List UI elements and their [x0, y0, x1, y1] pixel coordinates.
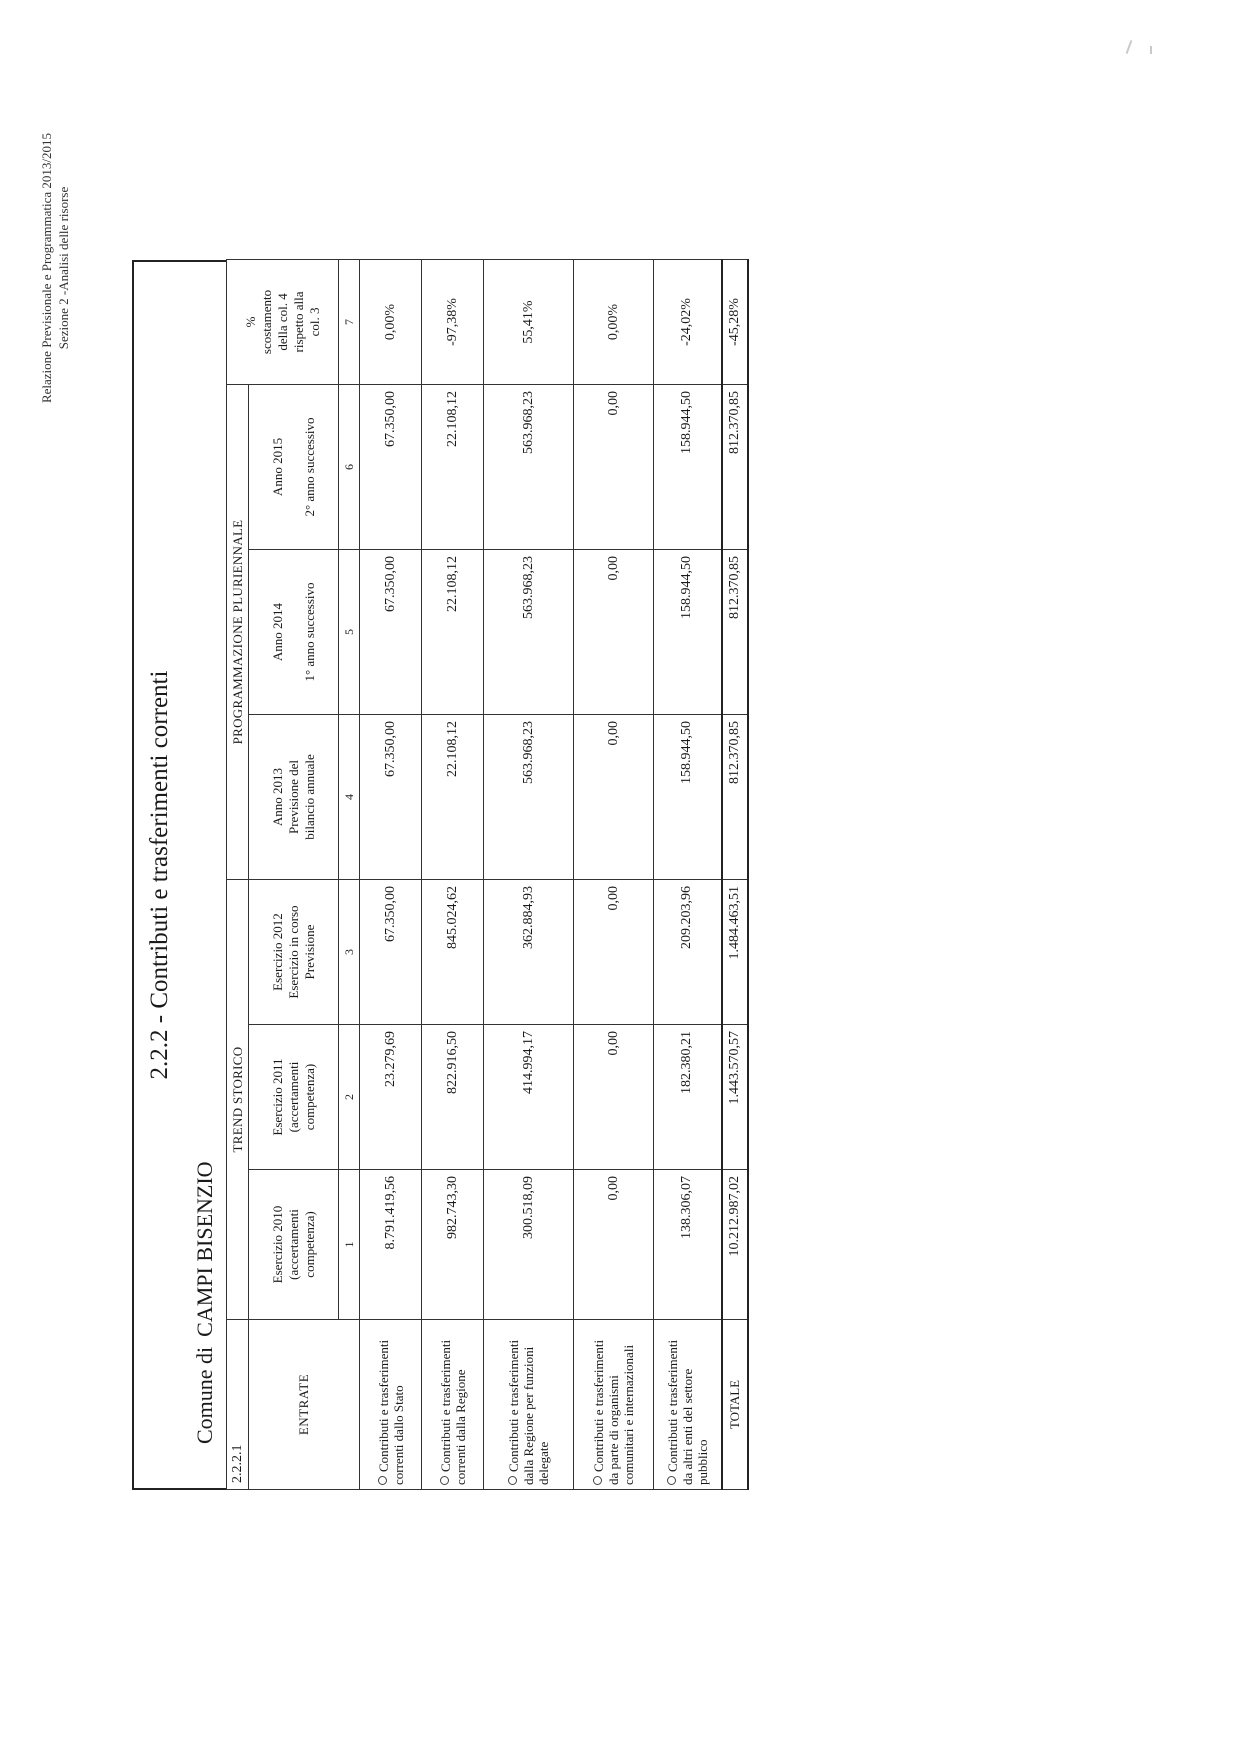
col-7-l2: scostamento [258, 289, 274, 355]
col-2-l3: competenza) [301, 1063, 317, 1131]
row-label [574, 1320, 654, 1490]
page-header [38, 0, 72, 548]
group-trend-storico: TREND STORICO [227, 880, 249, 1320]
col-header-1 [249, 1170, 339, 1320]
report-section: Sezione 2 -Analisi delle risorse [56, 186, 71, 350]
bullet-icon [378, 1476, 387, 1485]
col-4-l2: Previsione del [285, 760, 301, 835]
cell-value: 0,00 [574, 1170, 654, 1320]
table-row [360, 259, 422, 1489]
col-num-1: 1 [339, 1170, 360, 1320]
total-pct: -45,28% [722, 259, 748, 384]
group-programmazione: PROGRAMMAZIONE PLURIENNALE [227, 384, 249, 879]
cell-value: 22.108,12 [422, 550, 484, 715]
cell-value: 67.350,00 [360, 384, 422, 549]
col-3-l1: Esercizio 2012 [269, 913, 285, 991]
cell-value: 67.350,00 [360, 715, 422, 880]
cell-pct: 0,00% [360, 259, 422, 384]
pencil-mark [1150, 46, 1152, 54]
col-5-l3: 1° anno successivo [301, 582, 317, 682]
cell-pct: 0,00% [574, 259, 654, 384]
cell-value: 209.203,96 [654, 880, 722, 1025]
col-7-l4: rispetto alla [290, 291, 306, 353]
comune-name: CAMPI BISENZIO [192, 1161, 217, 1337]
col-2-l1: Esercizio 2011 [269, 1058, 285, 1136]
cell-value: 414.994,17 [484, 1025, 574, 1170]
col-num-5: 5 [339, 550, 360, 715]
total-value: 10.212.987,02 [722, 1170, 748, 1320]
entrate-header: ENTRATE [249, 1320, 360, 1490]
col-3-l3: Previsione [301, 924, 317, 980]
cell-value: 67.350,00 [360, 880, 422, 1025]
total-value: 812.370,85 [722, 550, 748, 715]
cell-value: 563.968,23 [484, 384, 574, 549]
cell-value: 22.108,12 [422, 384, 484, 549]
row-label-text: Contributi e trasferimenti da parte di organismi comunitari e internazionali [591, 1339, 636, 1485]
row-label [360, 1320, 422, 1490]
col-3-l2: Esercizio in corso [285, 905, 301, 999]
cell-value: 138.306,07 [654, 1170, 722, 1320]
cell-value: 982.743,30 [422, 1170, 484, 1320]
row-label [422, 1320, 484, 1490]
col-5-l1: Anno 2014 [269, 602, 285, 662]
total-label: TOTALE [722, 1320, 748, 1490]
col-1-l3: competenza) [301, 1211, 317, 1278]
col-num-2: 2 [339, 1025, 360, 1170]
total-value: 1.484.463,51 [722, 880, 748, 1025]
cell-value: 22.108,12 [422, 715, 484, 880]
col-7-l5: col. 3 [306, 307, 322, 337]
col-4-l3: bilancio annuale [301, 754, 317, 840]
cell-value: 845.024,62 [422, 880, 484, 1025]
cell-value: 563.968,23 [484, 715, 574, 880]
cell-value: 158.944,50 [654, 715, 722, 880]
rotated-sheet [132, 260, 782, 1490]
total-value: 812.370,85 [722, 715, 748, 880]
table-row [654, 259, 722, 1489]
table-code: 2.2.2.1 [227, 1320, 249, 1490]
row-label-text: Contributi e trasferimenti correnti dallo Stato [375, 1339, 406, 1485]
total-value: 1.443.570,57 [722, 1025, 748, 1170]
col-2-l2: (accertamenti [285, 1061, 301, 1133]
cell-value: 300.518,09 [484, 1170, 574, 1320]
cell-value: 182.380,21 [654, 1025, 722, 1170]
col-7-l3: della col. 4 [274, 293, 290, 351]
total-row [722, 259, 748, 1489]
total-value: 812.370,85 [722, 384, 748, 549]
col-1-l2: (accertamenti [285, 1209, 301, 1280]
col-num-4: 4 [339, 715, 360, 880]
cell-value: 158.944,50 [654, 384, 722, 549]
col-4-l1: Anno 2013 [269, 767, 285, 827]
cell-value: 8.791.419,56 [360, 1170, 422, 1320]
col-num-6: 6 [339, 384, 360, 549]
cell-value: 0,00 [574, 550, 654, 715]
row-label-text: Contributi e trasferimenti correnti dalla Regione [437, 1339, 468, 1485]
cell-pct: -97,38% [422, 259, 484, 384]
row-label-text: Contributi e trasferimenti dalla Regione per funzioni delegate [506, 1339, 551, 1485]
cell-value: 23.279,69 [360, 1025, 422, 1170]
cell-value: 563.968,23 [484, 550, 574, 715]
table-row [422, 259, 484, 1489]
contributi-table [226, 259, 749, 1490]
row-label-text: Contributi e trasferimenti da altri enti del settore pubblico [664, 1339, 710, 1485]
cell-value: 0,00 [574, 880, 654, 1025]
row-label [654, 1320, 722, 1490]
cell-value: 0,00 [574, 1025, 654, 1170]
col-header-2 [249, 1025, 339, 1170]
col-7-l1: % [242, 316, 258, 328]
col-num-3: 3 [339, 880, 360, 1025]
bullet-icon [667, 1476, 676, 1485]
bullet-icon [593, 1476, 602, 1485]
cell-pct: -24,02% [654, 259, 722, 384]
cell-value: 0,00 [574, 715, 654, 880]
col-6-l3: 2° anno successivo [301, 417, 317, 517]
col-num-7: 7 [339, 259, 360, 384]
bullet-icon [508, 1476, 517, 1485]
col-header-3 [249, 880, 339, 1025]
report-title: Relazione Previsionale e Programmatica 2013/2015 [39, 132, 54, 404]
col-header-4 [249, 715, 339, 880]
col-6-l1: Anno 2015 [269, 437, 285, 497]
pencil-mark [1126, 40, 1133, 54]
cell-value: 67.350,00 [360, 550, 422, 715]
cell-value: 0,00 [574, 384, 654, 549]
comune-prefix: Comune di [192, 1346, 217, 1444]
table-row [574, 259, 654, 1489]
col-header-6 [249, 384, 339, 549]
section-title: 2.2.2 - Contributi e trasferimenti correnti [132, 260, 184, 1490]
cell-value: 158.944,50 [654, 550, 722, 715]
cell-value: 822.916,50 [422, 1025, 484, 1170]
comune-row [184, 260, 226, 1490]
col-header-5 [249, 550, 339, 715]
cell-value: 362.884,93 [484, 880, 574, 1025]
bullet-icon [440, 1476, 449, 1485]
cell-pct: 55,41% [484, 259, 574, 384]
row-label [484, 1320, 574, 1490]
table-row [484, 259, 574, 1489]
col-header-7 [227, 259, 339, 384]
col-1-l1: Esercizio 2010 [269, 1205, 285, 1284]
